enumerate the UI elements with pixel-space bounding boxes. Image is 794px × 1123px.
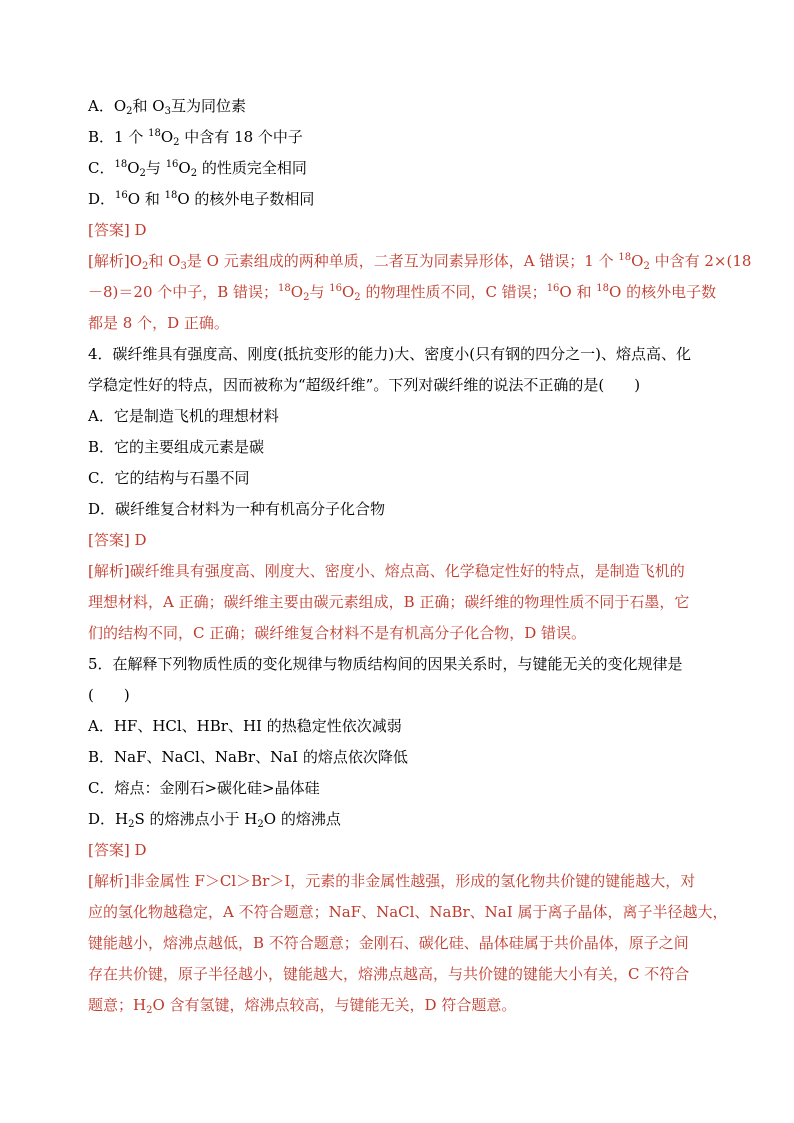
q5-option-a: A．HF、HCl、HBr、HI 的热稳定性依次减弱 [88,717,402,735]
q4-stem-line-1: 4．碳纤维具有强度高、刚度(抵抗变形的能力)大、密度小(只有钢的四分之一)、熔点高、化 [88,345,691,363]
q5-option-b: B．NaF、NaCl、NaBr、NaI 的熔点依次降低 [88,748,408,766]
q4-answer: [答案] D [88,531,147,549]
q4-option-c: C．它的结构与石墨不同 [88,469,250,487]
q3-option-a: A．$O_2$和 $O_3$互为同位素 [88,97,246,117]
q3-option-b: B．1 个 $^{18}O_2$ 中含有 18 个中子 [88,128,303,148]
q5-analysis-line-5: 题意；$H_2O$ 含有氢键，熔沸点较高，与键能无关，D 符合题意。 [88,996,517,1016]
q5-option-c: C．熔点：金刚石>碳化硅>晶体硅 [88,779,320,797]
q4-option-a: A．它是制造飞机的理想材料 [88,407,279,425]
q5-analysis-line-4: 存在共价键，原子半径越小，键能越大，熔沸点越高，与共价键的键能大小有关，C 不符合 [88,965,690,983]
q4-stem-line-2: 学稳定性好的特点，因而被称为“超级纤维”。下列对碳纤维的说法不正确的是( ) [88,376,641,394]
q4-analysis-line-2: 理想材料，A 正确；碳纤维主要由碳元素组成，B 正确；碳纤维的物理性质不同于石墨，它 [88,593,690,611]
q3-option-c: C．$^{18}O_2$与 $^{16}O_2$ 的性质完全相同 [88,159,307,179]
q5-option-d: D．$H_2S$ 的熔沸点小于 $H_2O$ 的熔沸点 [88,810,341,830]
q5-analysis-line-1: [解析]非金属性 F＞Cl＞Br＞I，元素的非金属性越强，形成的氢化物共价键的键能越大，对 [88,872,696,890]
q3-answer: [答案] D [88,221,147,239]
q3-option-d: D．$^{16}$O 和 $^{18}$O 的核外电子数相同 [88,190,315,208]
q3-analysis-line-2: －8)＝20 个中子，B 错误；$^{18}O_2$与 $^{16}O_2$ 的物理性质不同，C 错误；$^{16}$O 和 $^{18}$O 的核外电子数 [88,283,717,303]
q3-analysis-line-1: [解析]$O_2$和 $O_3$是 O 元素组成的两种单质，二者互为同素异形体，A 错误；1 个 $^{18}O_2$ 中含有 2×(18 [88,252,752,272]
q5-analysis-line-3: 键能越小，熔沸点越低，B 不符合题意；金刚石、碳化硅、晶体硅属于共价晶体，原子之间 [88,934,689,952]
q4-analysis-line-1: [解析]碳纤维具有强度高、刚度大、密度小、熔点高、化学稳定性好的特点，是制造飞机的 [88,562,685,580]
q5-answer: [答案] D [88,841,147,859]
q4-option-d: D．碳纤维复合材料为一种有机高分子化合物 [88,500,386,518]
q5-stem-line-2: ( ) [88,686,130,704]
q5-stem-line-1: 5．在解释下列物质性质的变化规律与物质结构间的因果关系时，与键能无关的变化规律是 [88,655,683,673]
q3-analysis-line-3: 都是 8 个，D 正确。 [88,314,229,332]
q5-analysis-line-2: 应的氢化物越稳定，A 不符合题意；NaF、NaCl、NaBr、NaI 属于离子晶体，离子半径越大， [88,903,728,921]
q4-analysis-line-3: 们的结构不同，C 正确；碳纤维复合材料不是有机高分子化合物，D 错误。 [88,624,587,642]
q4-option-b: B．它的主要组成元素是碳 [88,438,265,456]
